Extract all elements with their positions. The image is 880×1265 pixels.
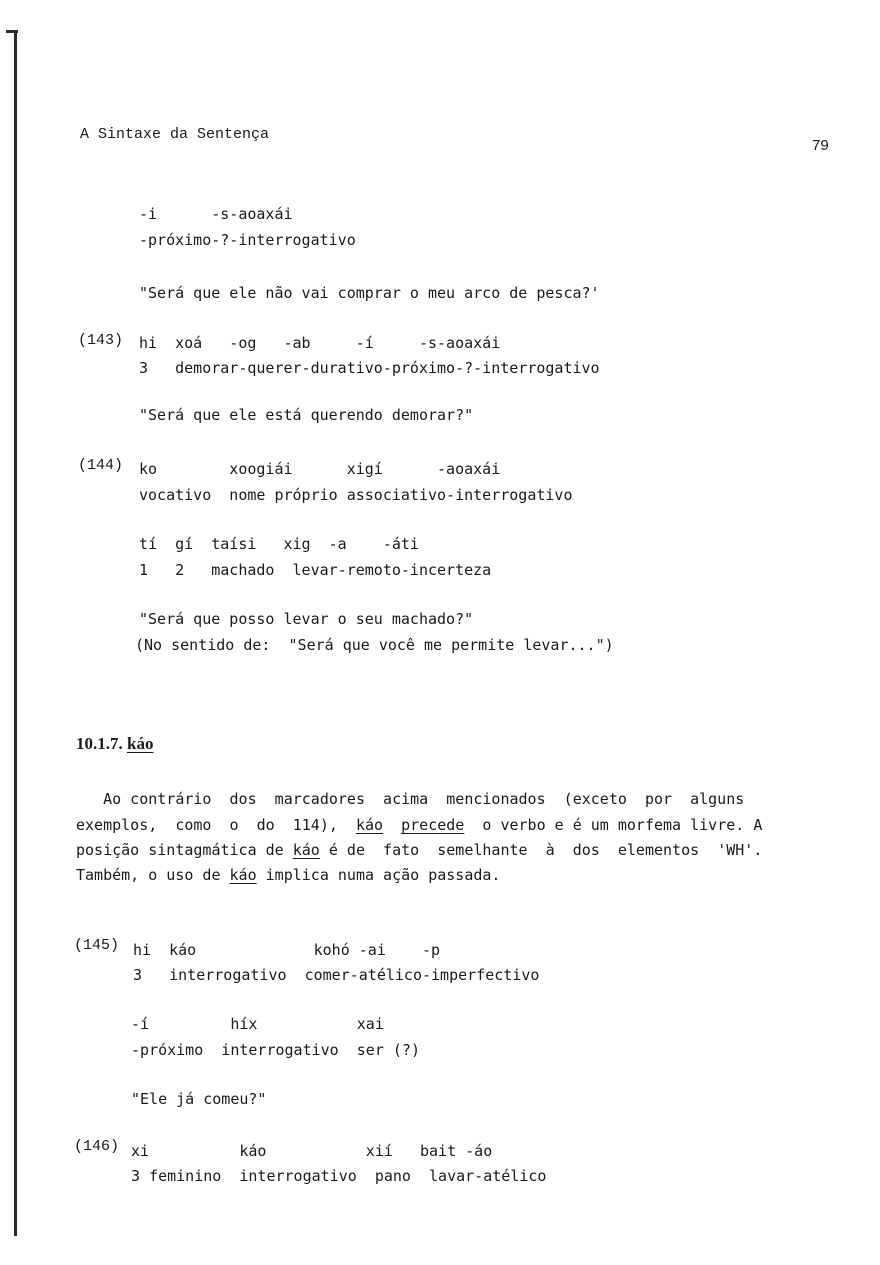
gloss-morphemes: xi káo xií bait -áo [131,1142,493,1160]
gloss-translation-line: 3 demorar-querer-durativo-próximo-?-interrogativo [139,359,600,377]
gloss-morphemes: hi káo kohó -ai -p [133,941,441,959]
section-number: 10.1.7. [76,734,123,753]
page-number: 79 [812,137,829,154]
free-translation: "Ele já comeu?" [131,1090,267,1108]
gloss-translation-line: -próximo interrogativo ser (?) [131,1041,420,1059]
keyword-underlined: káo [292,841,320,859]
page-binding-edge [14,30,17,1236]
example-number: (145) [74,937,120,954]
gloss-morphemes: -í híx xai [131,1015,384,1033]
gloss-translation-line: 1 2 machado levar-remoto-incerteza [139,561,492,579]
gloss-morphemes: tí gí taísi xig -a -áti [139,535,419,553]
gloss-translation-line: 3 feminino interrogativo pano lavar-atélico [131,1167,547,1185]
page-binding-corner [6,30,18,33]
paragraph-text: implica numa ação passada. [256,866,501,884]
verb-underlined: precede [401,816,465,834]
paragraph-line [76,841,762,859]
section-heading [76,735,153,753]
gloss-translation-line: 3 interrogativo comer-atélico-imperfectivo [133,966,540,984]
spacer-text [383,816,401,834]
paragraph-text: posição sintagmática de [76,841,293,859]
paragraph-line [76,816,762,834]
free-translation: "Será que ele está querendo demorar?" [139,406,474,424]
keyword-underlined: káo [229,866,257,884]
example-number: (146) [74,1138,120,1155]
section-keyword: káo [127,734,154,753]
paragraph-text: o verbo e é um morfema livre. A [464,816,763,834]
free-translation: "Será que ele não vai comprar o meu arco de pesca?' [139,284,600,302]
paragraph-line: Ao contrário dos marcadores acima mencionados (exceto por alguns [76,790,745,808]
example-number: (143) [78,332,124,349]
paragraph-line [76,866,500,884]
translation-note: (No sentido de: "Será que você me permite levar...") [135,636,614,654]
paragraph-text: Também, o uso de [76,866,230,884]
gloss-translation-line: vocativo nome próprio associativo-interrogativo [139,486,573,504]
gloss-morphemes: ko xoogiái xigí -aoaxái [139,460,501,478]
keyword-underlined: káo [355,816,384,834]
gloss-morphemes: hi xoá -og -ab -í -s-aoaxái [139,334,501,352]
example-number: (144) [78,457,124,474]
free-translation: "Será que posso levar o seu machado?" [139,610,474,628]
running-title: A Sintaxe da Sentença [80,126,270,143]
gloss-morphemes: -i -s-aoaxái [139,205,293,223]
paragraph-text: exemplos, como o do 114), [76,816,356,834]
gloss-translation-line: -próximo-?-interrogativo [139,231,356,249]
paragraph-text: é de fato semelhante à dos elementos 'WH'. [319,841,763,859]
